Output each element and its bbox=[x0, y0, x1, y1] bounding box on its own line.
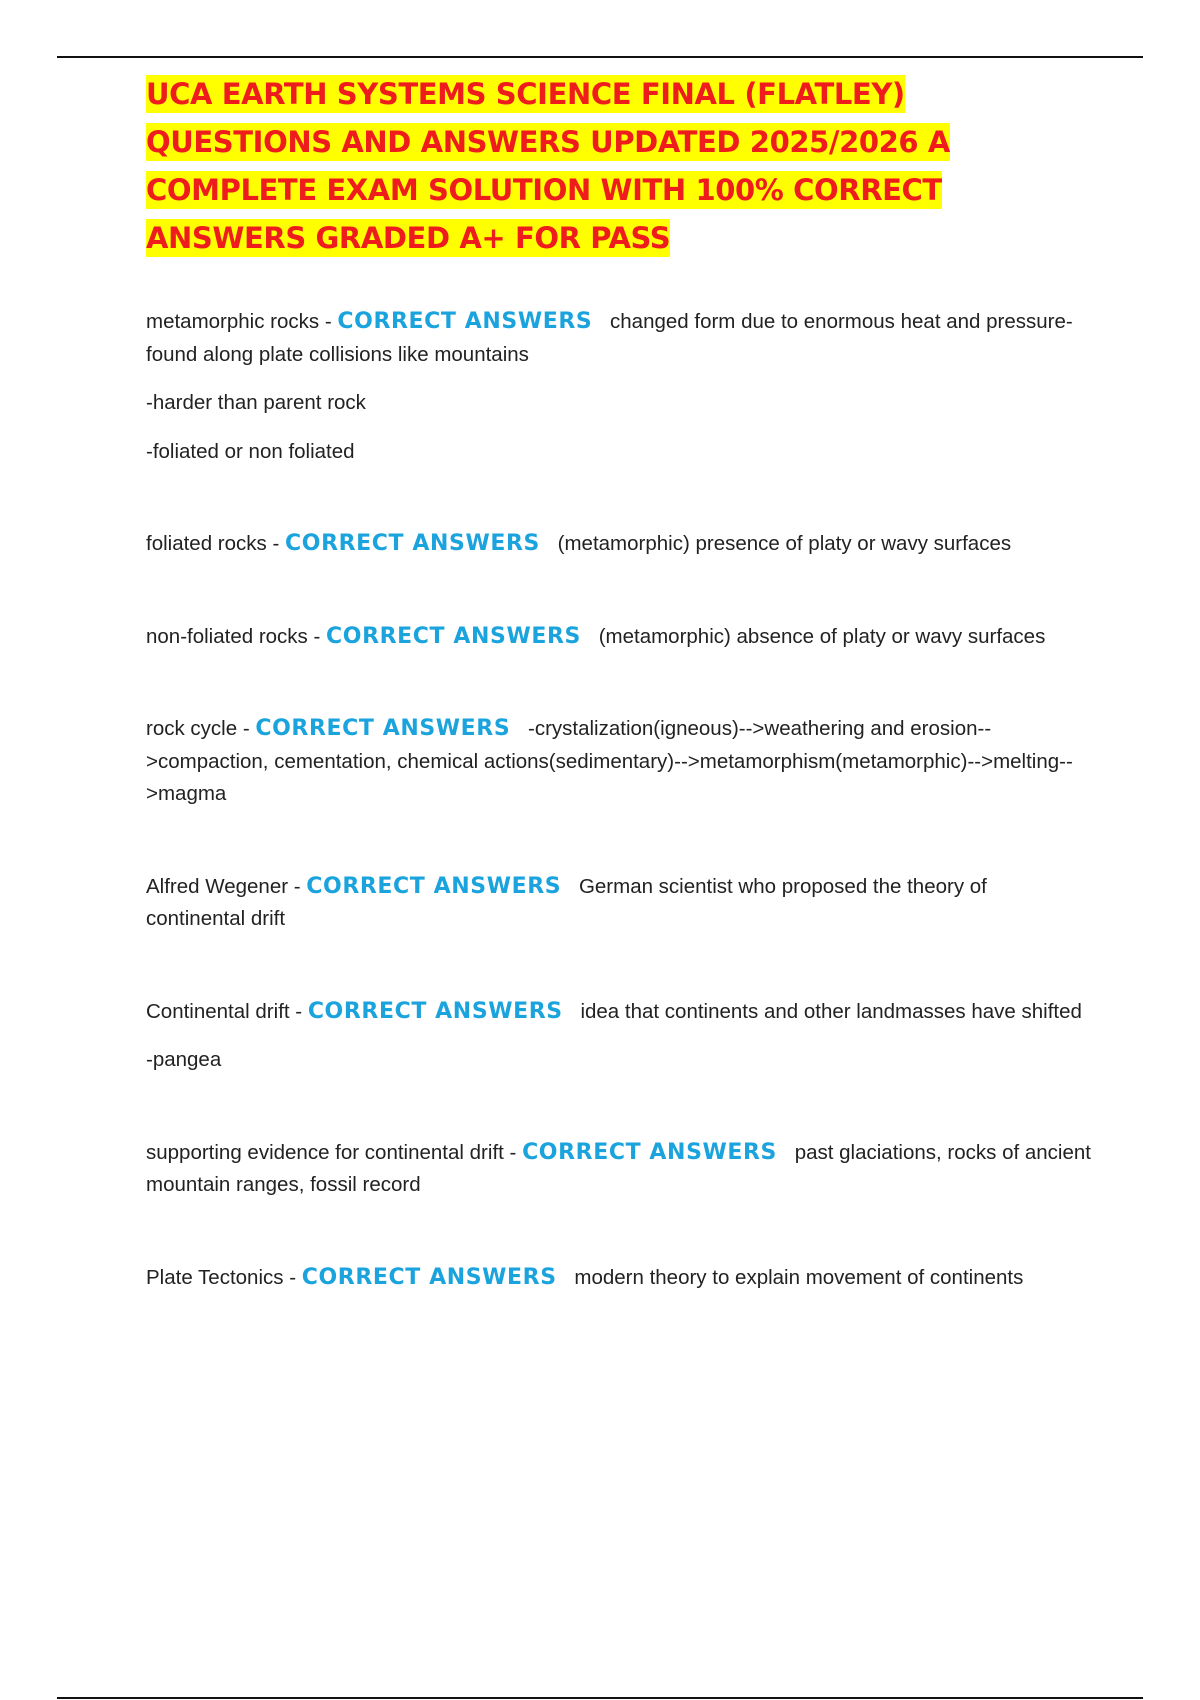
qa-entry bbox=[146, 1262, 1091, 1295]
qa-extra-line: -pangea bbox=[146, 1048, 222, 1071]
qa-answer: changed form due to enormous heat and pressure- found along plate collisions like mountains bbox=[146, 310, 1073, 366]
document-title bbox=[146, 70, 1091, 262]
qa-answer: German scientist who proposed the theory of continental drift bbox=[146, 874, 987, 930]
correct-answers-label: CORRECT ANSWERS bbox=[326, 623, 581, 649]
qa-entry-main bbox=[146, 528, 1091, 561]
qa-entry-main bbox=[146, 1262, 1091, 1295]
qa-entry-main bbox=[146, 621, 1091, 654]
document-title-text: UCA EARTH SYSTEMS SCIENCE FINAL (FLATLEY) QUESTIONS AND ANSWERS UPDATED 2025/2026 A COMPLETE EXAM SOLUTION WITH 100% CORRECT ANSWERS GRADED A+ FOR PASS bbox=[146, 77, 950, 255]
correct-answers-label: CORRECT ANSWERS bbox=[301, 1264, 557, 1290]
qa-term: foliated rocks - bbox=[146, 532, 280, 555]
qa-entry bbox=[146, 996, 1091, 1137]
entry-spacer bbox=[146, 484, 1091, 528]
qa-term: Continental drift - bbox=[146, 999, 303, 1023]
qa-answer: idea that continents and other landmasses have shifted bbox=[580, 999, 1082, 1023]
qa-answer: past glaciations, rocks of ancient mountain ranges, fossil record bbox=[146, 1140, 1091, 1196]
entry-spacer bbox=[146, 577, 1091, 621]
qa-term: rock cycle - bbox=[146, 717, 250, 740]
qa-answer: (metamorphic) absence of platy or wavy surfaces bbox=[598, 624, 1046, 648]
qa-entry-main bbox=[146, 871, 1091, 936]
qa-entry bbox=[146, 621, 1091, 714]
entry-spacer bbox=[146, 827, 1091, 871]
qa-entry-main bbox=[146, 1137, 1091, 1202]
correct-answers-label: CORRECT ANSWERS bbox=[522, 1139, 777, 1165]
qa-answer: -crystalization(igneous)-->weathering and erosion-->compaction, cementation, chemical actions(sedimentary)-->metamorphism(metamorphic)-->melting-->magma bbox=[146, 717, 1073, 805]
entry-spacer bbox=[146, 952, 1091, 996]
correct-answers-label: CORRECT ANSWERS bbox=[337, 309, 593, 334]
qa-entry-main bbox=[146, 996, 1091, 1029]
qa-answer: modern theory to explain movement of continents bbox=[574, 1265, 1024, 1289]
entry-spacer bbox=[146, 1218, 1091, 1262]
qa-extra-line: -harder than parent rock bbox=[146, 391, 366, 414]
correct-answers-label: CORRECT ANSWERS bbox=[306, 873, 562, 899]
qa-entry bbox=[146, 713, 1091, 871]
entry-list bbox=[146, 306, 1091, 1294]
qa-term: Plate Tectonics - bbox=[146, 1265, 297, 1289]
qa-entry bbox=[146, 306, 1091, 528]
correct-answers-label: CORRECT ANSWERS bbox=[285, 531, 540, 556]
qa-entry-main bbox=[146, 306, 1091, 371]
qa-extra-line: -foliated or non foliated bbox=[146, 439, 355, 463]
qa-entry bbox=[146, 871, 1091, 996]
qa-entry bbox=[146, 528, 1091, 621]
qa-term: Alfred Wegener - bbox=[146, 874, 301, 898]
document-page bbox=[146, 70, 1091, 1310]
qa-answer: (metamorphic) presence of platy or wavy surfaces bbox=[557, 532, 1012, 555]
top-rule bbox=[57, 56, 1143, 58]
qa-entry-main bbox=[146, 713, 1091, 811]
bottom-rule bbox=[57, 1697, 1143, 1699]
entry-spacer bbox=[146, 669, 1091, 713]
correct-answers-label: CORRECT ANSWERS bbox=[255, 716, 511, 741]
entry-spacer bbox=[146, 1093, 1091, 1137]
qa-term: supporting evidence for continental drift - bbox=[146, 1140, 517, 1164]
qa-term: non-foliated rocks - bbox=[146, 624, 321, 648]
qa-entry bbox=[146, 1137, 1091, 1262]
correct-answers-label: CORRECT ANSWERS bbox=[307, 998, 563, 1024]
qa-term: metamorphic rocks - bbox=[146, 310, 332, 333]
